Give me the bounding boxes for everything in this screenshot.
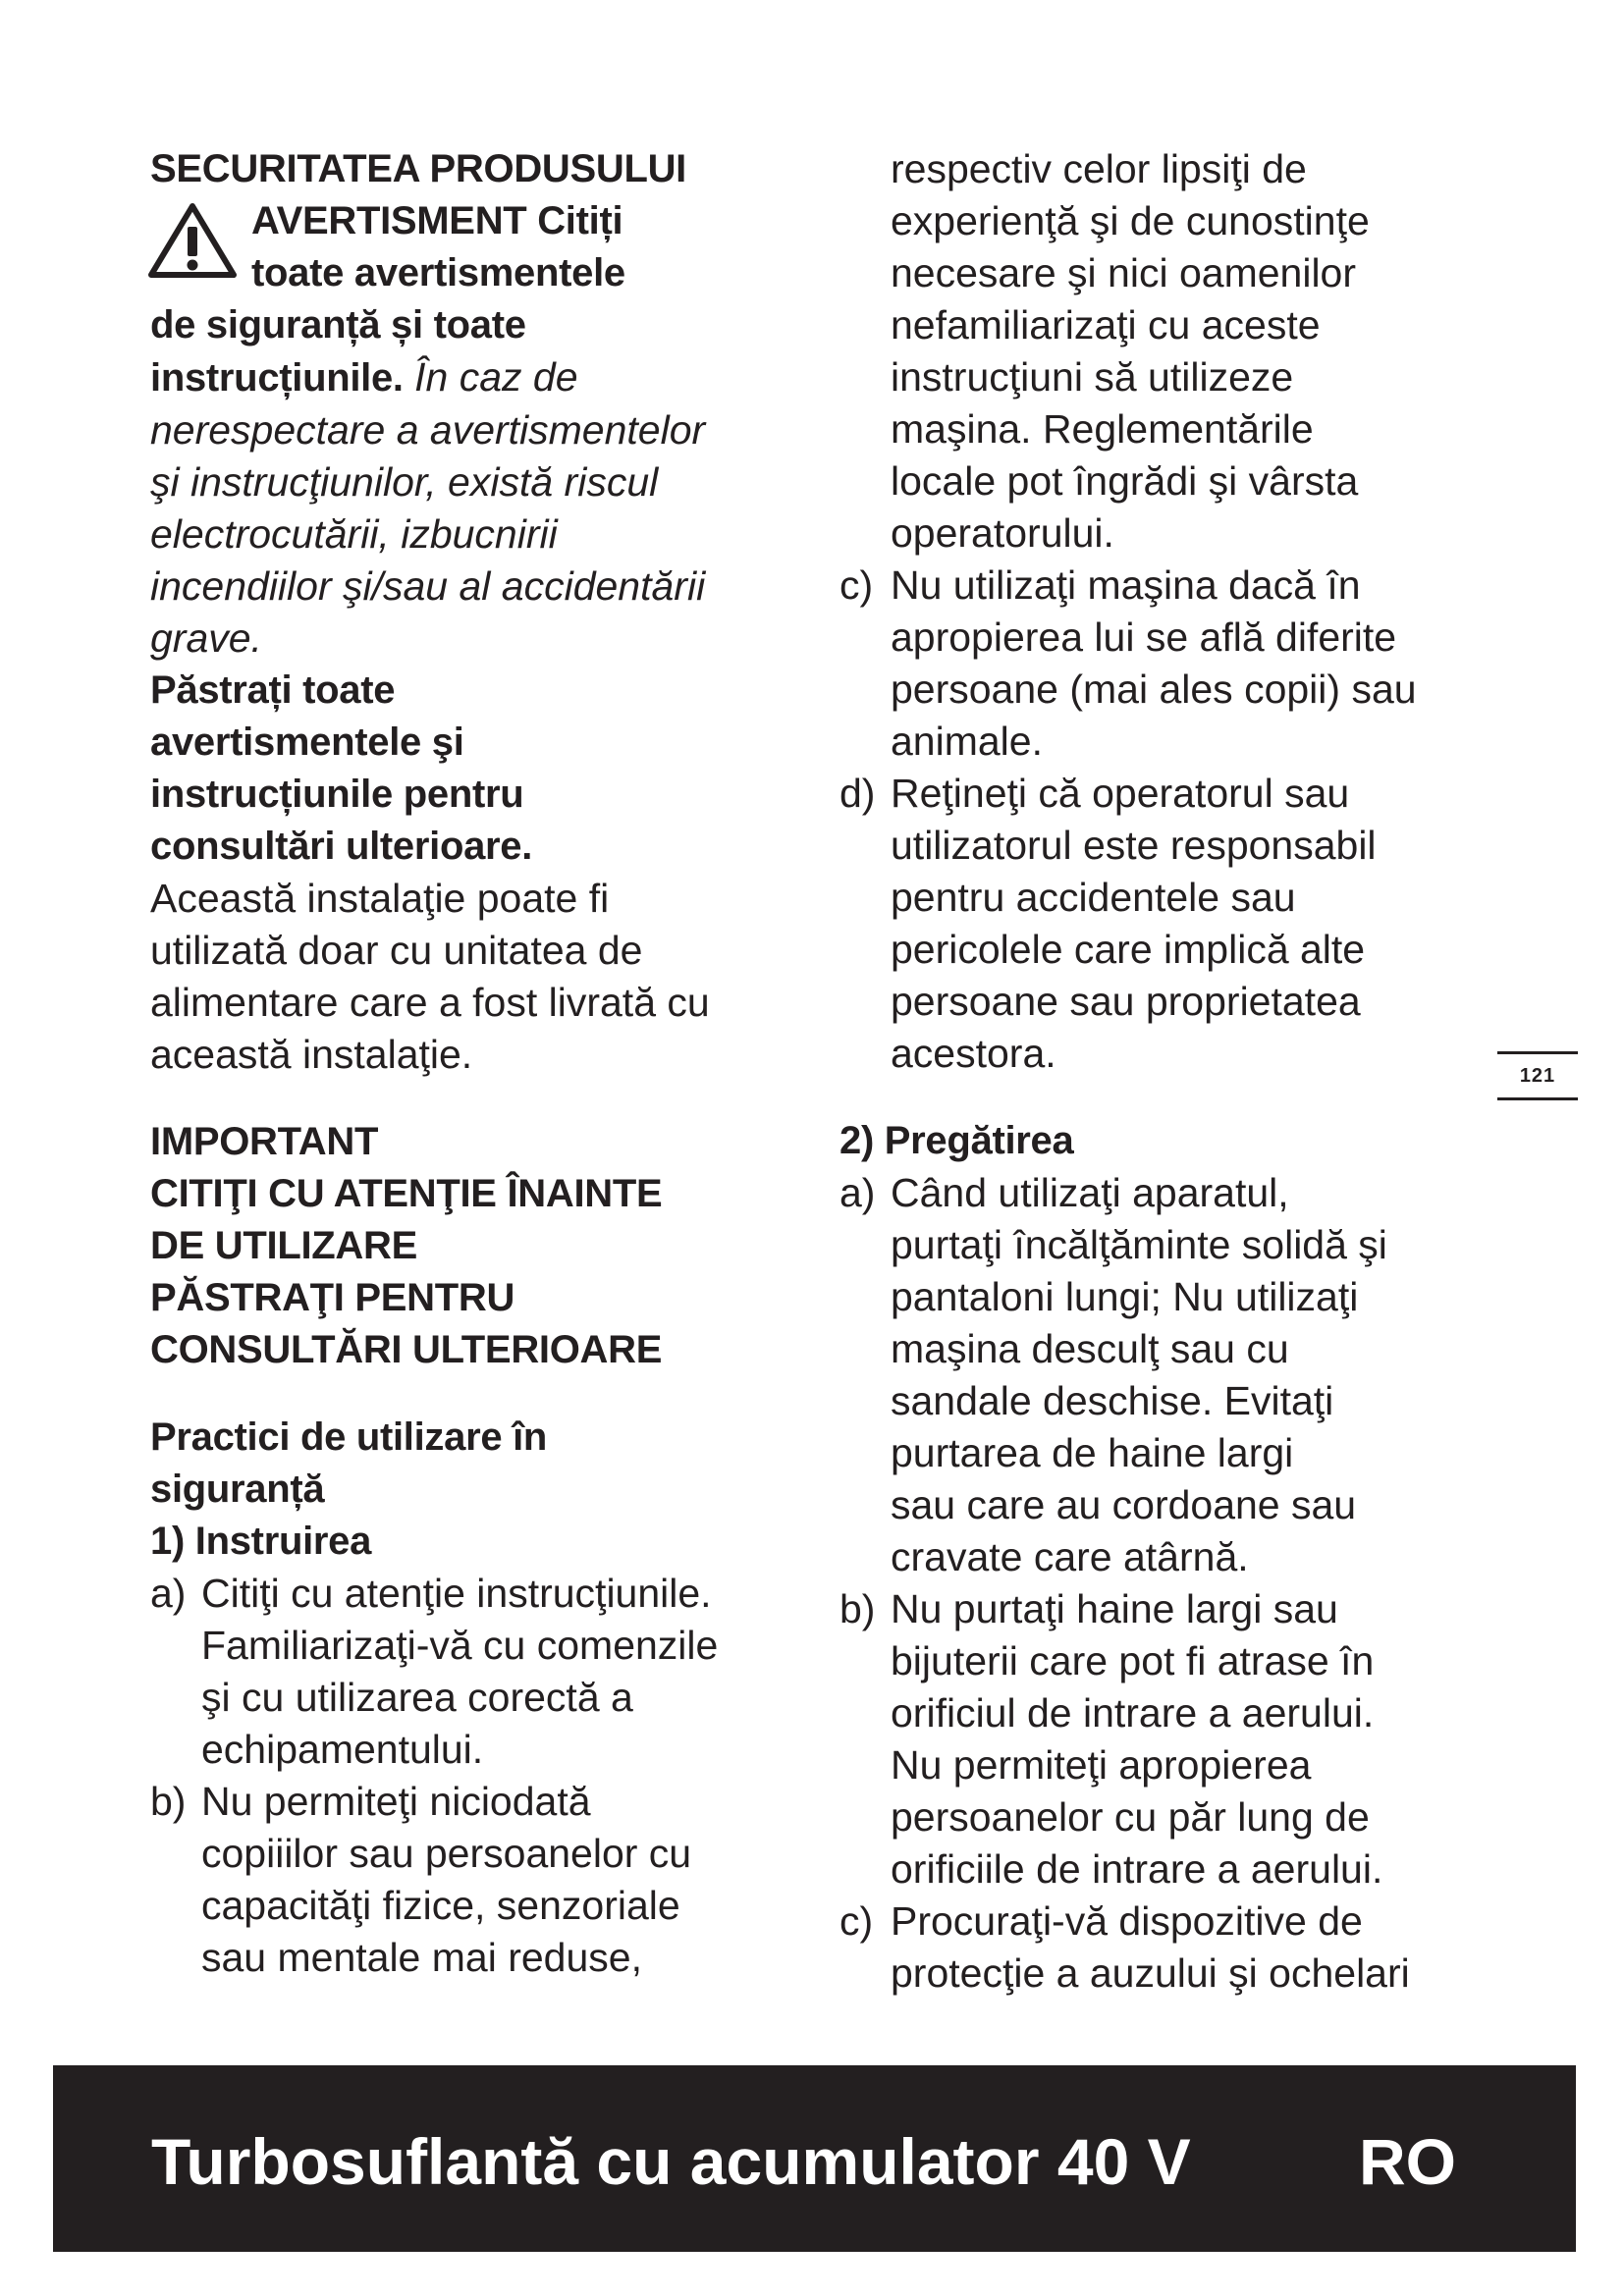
important-line: PĂSTRAŢI PENTRU [150,1276,515,1319]
warning-line: toate avertismentele [251,251,625,294]
install-line: această instalaţie. [150,1032,473,1077]
important-line: IMPORTANT [150,1120,379,1163]
list-text: pentru accidentele sau [891,875,1296,920]
list-text: Citiţi cu atenţie instrucţiunile. [201,1571,712,1616]
list-text: Nu utilizaţi maşina dacă în [891,562,1361,608]
list-text: orificiul de intrare a aerului. [891,1690,1375,1735]
list-text: persoane sau proprietatea [891,979,1361,1024]
list-marker: b) [150,1779,187,1824]
list-text: apropierea lui se află diferite [891,614,1397,660]
warning-line: de siguranță și toate [150,303,526,347]
important-line: DE UTILIZARE [150,1224,417,1267]
instruirea-heading: 1) Instruirea [150,1520,372,1563]
list-text: protecţie a auzului şi ochelari [891,1950,1410,1996]
important-line: CITIŢI CU ATENŢIE ÎNAINTE [150,1172,663,1215]
list-text: sau care au cordoane sau [891,1482,1357,1527]
warning-italic-start: În caz de [403,354,578,400]
warning-italic-line: incendiilor şi/sau al accidentării [150,563,706,609]
warning-triangle-icon [147,201,238,280]
important-line: CONSULTĂRI ULTERIOARE [150,1328,663,1371]
list-text: maşina desculţ sau cu [891,1326,1289,1371]
right-column [839,143,1507,2000]
warning-italic-line: grave. [150,615,262,661]
page-number-rule-bottom [1497,1097,1578,1100]
list-text: purtarea de haine largi [891,1430,1294,1475]
continued-line: instrucţiuni să utilizeze [891,354,1294,400]
list-text: pantaloni lungi; Nu utilizaţi [891,1274,1359,1319]
section-heading: SECURITATEA PRODUSULUI [150,147,686,190]
list-item [150,1776,818,1984]
list-text: Nu permiteţi apropierea [891,1742,1312,1788]
list-item [839,1167,1507,1583]
continued-line: maşina. Reglementările [891,406,1314,452]
list-marker: c) [839,1898,874,1944]
continued-line: nefamiliarizaţi cu aceste [891,302,1321,347]
warning-italic-line: nerespectare a avertismentelor [150,407,706,453]
list-marker: b) [839,1586,876,1631]
list-text: Nu permiteţi niciodată [201,1779,591,1824]
list-text: Reţineţi că operatorul sau [891,771,1350,816]
keep-instructions-line: consultări ulterioare. [150,825,533,868]
install-line: alimentare care a fost livrată cu [150,980,710,1025]
list-marker: a) [839,1170,876,1215]
list-text: capacităţi fizice, senzoriale [201,1883,680,1928]
list-marker: a) [150,1571,187,1616]
list-text: Procuraţi-vă dispozitive de [891,1898,1363,1944]
list-text: persoanelor cu păr lung de [891,1794,1370,1840]
list-text: sau mentale mai reduse, [201,1935,642,1980]
list-text: Familiarizaţi-vă cu comenzile [201,1623,719,1668]
install-line: Această instalaţie poate fi [150,876,610,921]
subsection-heading: siguranță [150,1468,325,1511]
keep-instructions-line: Păstrați toate [150,668,396,712]
warning-italic-line: electrocutării, izbucnirii [150,511,558,557]
left-column [150,143,818,1984]
continued-line: experienţă şi de cunostinţe [891,198,1370,243]
continued-paragraph [839,143,1507,560]
list-item [839,1583,1507,1896]
list-text: purtaţi încălţăminte solidă şi [891,1222,1387,1267]
list-text: orificiile de intrare a aerului. [891,1846,1383,1892]
continued-line: locale pot îngrădi şi vârsta [891,458,1359,504]
warning-line: AVERTISMENT Citiți [251,199,623,242]
list-item [839,768,1507,1080]
install-line: utilizată doar cu unitatea de [150,928,643,973]
list-item [839,560,1507,768]
list-text: Nu purtaţi haine largi sau [891,1586,1338,1631]
list-text: sandale deschise. Evitaţi [891,1378,1334,1423]
continued-line: necesare şi nici oamenilor [891,250,1357,295]
list-text: acestora. [891,1031,1056,1076]
page-number-box [1497,1051,1578,1100]
list-item [150,1568,818,1776]
warning-bold-word: instrucțiunile. [150,356,404,400]
list-text: copiiilor sau persoanelor cu [201,1831,692,1876]
list-item [839,1896,1507,2000]
warning-line [150,351,818,404]
keep-instructions-line: avertismentele şi [150,721,464,764]
list-text: animale. [891,719,1043,764]
list-text: echipamentului. [201,1727,484,1772]
list-marker: d) [839,771,876,816]
page-number: 121 [1519,1065,1556,1087]
continued-line: operatorului. [891,510,1114,556]
list-text: cravate care atârnă. [891,1534,1249,1579]
warning-italic-line: şi instrucţiunilor, există riscul [150,459,659,505]
list-text: utilizatorul este responsabil [891,823,1377,868]
warning-block [150,195,818,299]
list-text: persoane (mai ales copii) sau [891,667,1417,712]
list-marker: c) [839,562,874,608]
footer-bar [53,2065,1576,2252]
list-text: bijuterii care pot fi atrase în [891,1638,1375,1683]
footer-title: Turbosuflantă cu acumulator 40 V [151,2125,1191,2198]
continued-line: respectiv celor lipsiţi de [891,146,1307,191]
language-code: RO [1359,2125,1456,2198]
subsection-heading: Practici de utilizare în [150,1415,548,1459]
list-text: Când utilizaţi aparatul, [891,1170,1289,1215]
keep-instructions-line: instrucțiunile pentru [150,773,524,816]
pregatirea-heading: 2) Pregătirea [839,1119,1074,1162]
list-text: şi cu utilizarea corectă a [201,1675,633,1720]
list-text: pericolele care implică alte [891,927,1366,972]
